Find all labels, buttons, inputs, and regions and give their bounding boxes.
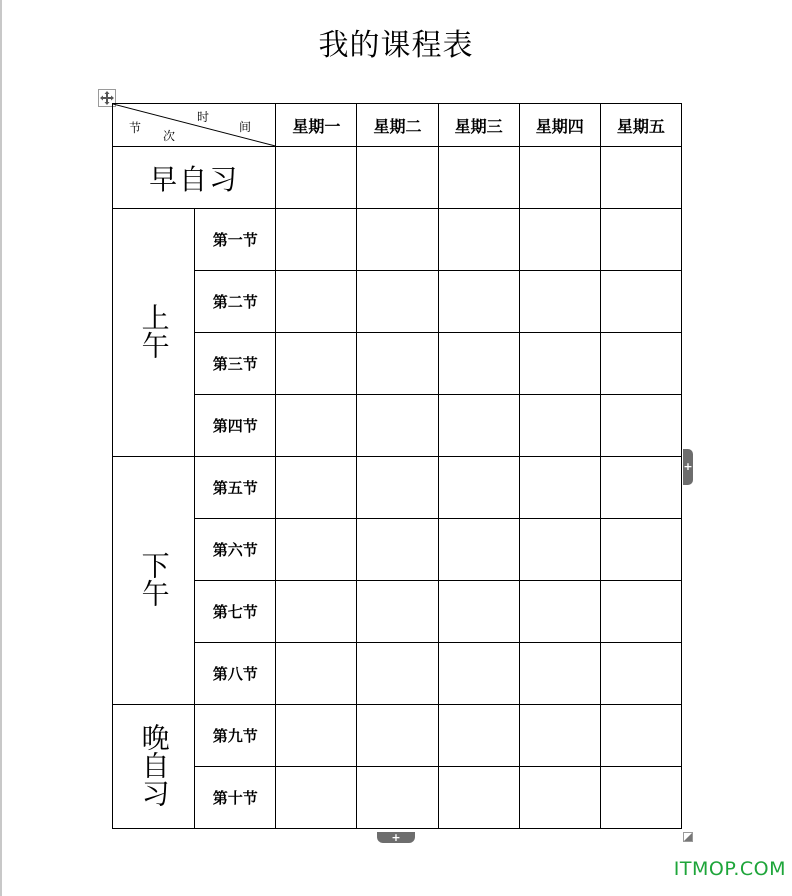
schedule-cell[interactable]: [600, 209, 681, 271]
early-study-label[interactable]: 早自习: [113, 147, 276, 209]
period-row: [113, 395, 682, 457]
schedule-cell[interactable]: [357, 395, 438, 457]
schedule-cell[interactable]: [600, 333, 681, 395]
schedule-cell[interactable]: [438, 147, 519, 209]
schedule-cell[interactable]: [357, 209, 438, 271]
morning-label: 上午: [137, 302, 171, 359]
period-label[interactable]: 第二节: [195, 271, 276, 333]
schedule-cell[interactable]: [519, 209, 600, 271]
schedule-cell[interactable]: [357, 457, 438, 519]
schedule-cell[interactable]: [276, 643, 357, 705]
schedule-cell[interactable]: [357, 767, 438, 829]
schedule-cell[interactable]: [438, 519, 519, 581]
schedule-cell[interactable]: [600, 457, 681, 519]
schedule-cell[interactable]: [357, 581, 438, 643]
schedule-cell[interactable]: [438, 705, 519, 767]
period-row: [113, 333, 682, 395]
schedule-cell[interactable]: [600, 519, 681, 581]
time-label-2: 间: [239, 120, 252, 134]
evening-section-cell[interactable]: [113, 705, 195, 829]
schedule-cell[interactable]: [519, 333, 600, 395]
schedule-cell[interactable]: [276, 767, 357, 829]
schedule-cell[interactable]: [600, 271, 681, 333]
schedule-cell[interactable]: [519, 643, 600, 705]
schedule-cell[interactable]: [519, 705, 600, 767]
schedule-cell[interactable]: [519, 581, 600, 643]
watermark: ITMOP.COM: [673, 858, 786, 880]
schedule-cell[interactable]: [600, 395, 681, 457]
period-label[interactable]: 第一节: [195, 209, 276, 271]
schedule-cell[interactable]: [519, 519, 600, 581]
schedule-cell[interactable]: [519, 271, 600, 333]
period-row: [113, 705, 682, 767]
time-label-1: 时: [197, 110, 210, 124]
schedule-cell[interactable]: [519, 147, 600, 209]
schedule-cell[interactable]: [357, 643, 438, 705]
day-header-fri[interactable]: 星期五: [600, 104, 681, 147]
add-row-button[interactable]: +: [377, 832, 415, 843]
schedule-table: [112, 103, 682, 829]
schedule-cell[interactable]: [438, 457, 519, 519]
schedule-cell[interactable]: [600, 705, 681, 767]
schedule-cell[interactable]: [600, 643, 681, 705]
period-row: [113, 767, 682, 829]
schedule-cell[interactable]: [357, 271, 438, 333]
period-label[interactable]: 第七节: [195, 581, 276, 643]
afternoon-label: 下午: [137, 550, 171, 607]
schedule-cell[interactable]: [600, 147, 681, 209]
schedule-cell[interactable]: [438, 767, 519, 829]
schedule-cell[interactable]: [276, 705, 357, 767]
schedule-cell[interactable]: [600, 581, 681, 643]
period-label[interactable]: 第九节: [195, 705, 276, 767]
schedule-cell[interactable]: [276, 581, 357, 643]
period-label[interactable]: 第八节: [195, 643, 276, 705]
add-column-button[interactable]: +: [683, 449, 693, 485]
period-row: [113, 271, 682, 333]
schedule-cell[interactable]: [357, 519, 438, 581]
period-axis-label-1: 节: [129, 121, 142, 135]
morning-section-cell[interactable]: [113, 209, 195, 457]
schedule-cell[interactable]: [438, 333, 519, 395]
schedule-cell[interactable]: [600, 767, 681, 829]
period-label[interactable]: 第三节: [195, 333, 276, 395]
period-label[interactable]: 第十节: [195, 767, 276, 829]
schedule-cell[interactable]: [276, 209, 357, 271]
afternoon-section-cell[interactable]: [113, 457, 195, 705]
period-axis-label-2: 次: [163, 129, 176, 143]
day-header-tue[interactable]: 星期二: [357, 104, 438, 147]
table-resize-icon[interactable]: [683, 832, 693, 842]
period-row: [113, 581, 682, 643]
schedule-cell[interactable]: [438, 581, 519, 643]
period-row: [113, 209, 682, 271]
evening-label: 晚自习: [137, 722, 171, 807]
period-row: [113, 457, 682, 519]
schedule-cell[interactable]: [276, 271, 357, 333]
schedule-cell[interactable]: [276, 395, 357, 457]
schedule-cell[interactable]: [438, 209, 519, 271]
schedule-cell[interactable]: [357, 147, 438, 209]
schedule-cell[interactable]: [519, 395, 600, 457]
header-row: [113, 104, 682, 147]
schedule-cell[interactable]: [276, 457, 357, 519]
day-header-wed[interactable]: 星期三: [438, 104, 519, 147]
period-label[interactable]: 第四节: [195, 395, 276, 457]
schedule-cell[interactable]: [519, 457, 600, 519]
schedule-cell[interactable]: [276, 147, 357, 209]
schedule-cell[interactable]: [276, 333, 357, 395]
schedule-cell[interactable]: [438, 271, 519, 333]
schedule-cell[interactable]: [438, 395, 519, 457]
schedule-cell[interactable]: [519, 767, 600, 829]
day-header-mon[interactable]: 星期一: [276, 104, 357, 147]
schedule-cell[interactable]: [357, 705, 438, 767]
diagonal-header-cell[interactable]: [113, 104, 276, 147]
schedule-cell[interactable]: [276, 519, 357, 581]
period-row: [113, 643, 682, 705]
early-study-row: [113, 147, 682, 209]
schedule-cell[interactable]: [438, 643, 519, 705]
schedule-cell[interactable]: [357, 333, 438, 395]
period-label[interactable]: 第五节: [195, 457, 276, 519]
page-left-edge: [0, 0, 2, 896]
day-header-thu[interactable]: 星期四: [519, 104, 600, 147]
page-title: 我的课程表: [318, 28, 474, 63]
period-label[interactable]: 第六节: [195, 519, 276, 581]
period-row: [113, 519, 682, 581]
